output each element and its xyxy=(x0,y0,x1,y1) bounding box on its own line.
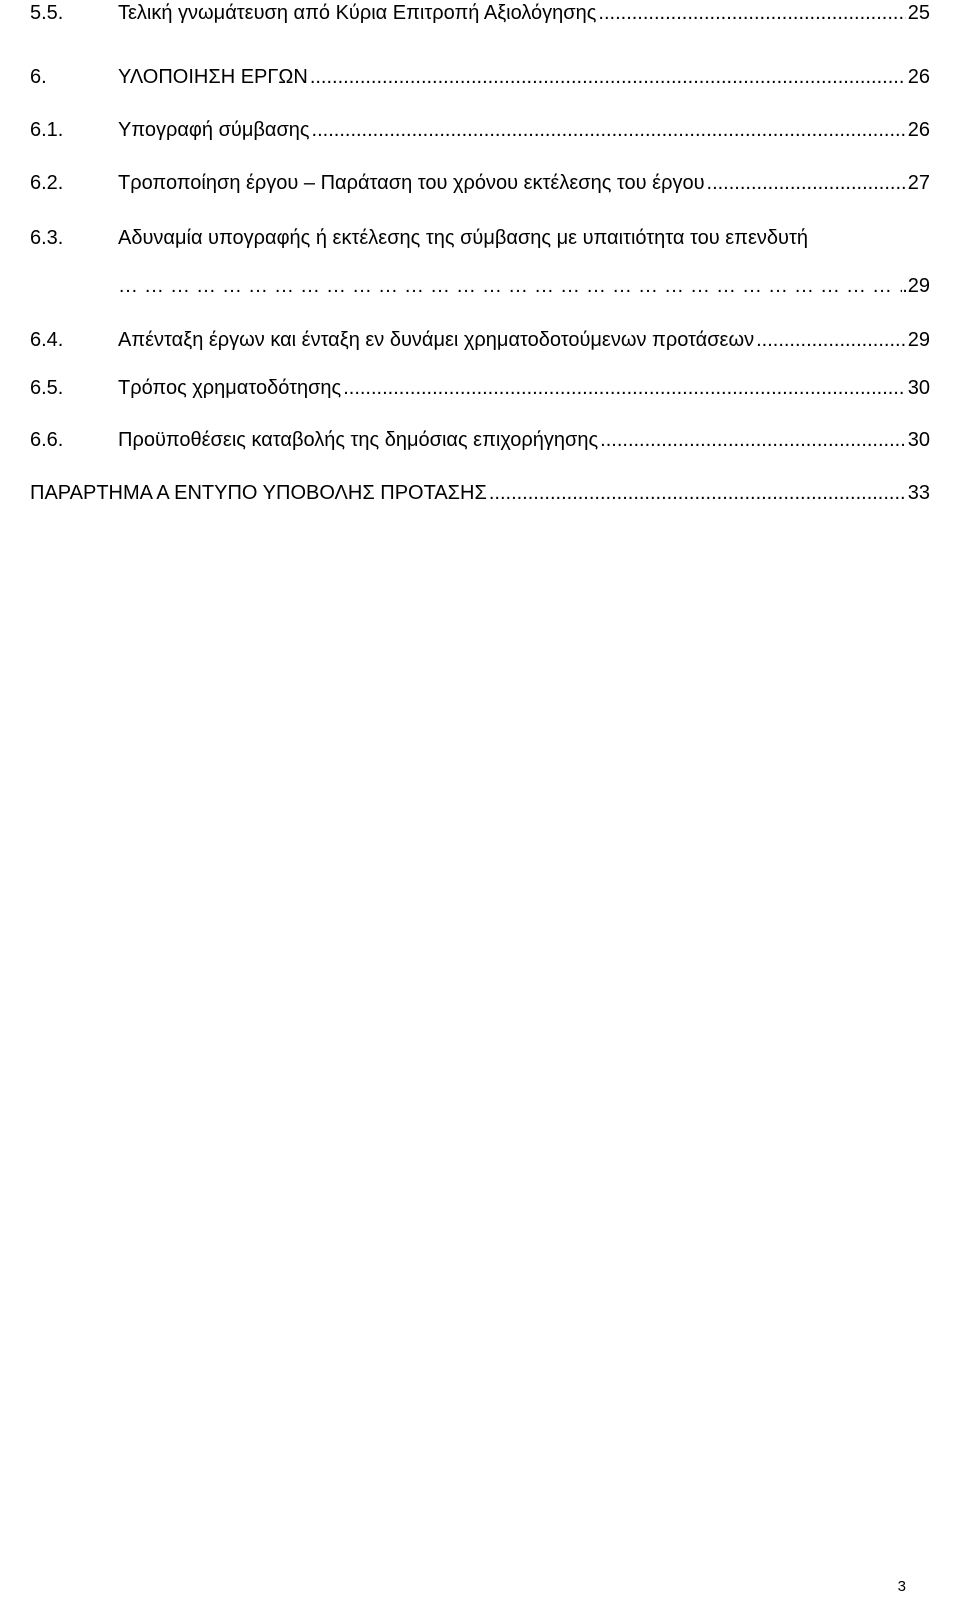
toc-entry-page: .29 xyxy=(902,275,930,297)
toc-entry-number: 6.5. xyxy=(30,377,64,399)
toc-entry-page: 26 xyxy=(907,66,930,88)
toc-entry-number: 6.6. xyxy=(30,429,64,451)
dot-leader xyxy=(343,375,906,401)
toc-entry-page: 29 xyxy=(907,329,930,351)
toc-entry-page: 30 xyxy=(907,429,930,451)
toc-entry-title: Τρόπος χρηματοδότησης xyxy=(118,377,342,399)
dot-leader xyxy=(707,170,906,196)
dot-leader xyxy=(489,480,906,506)
dot-leader xyxy=(312,117,906,143)
toc-entry-page: 26 xyxy=(907,119,930,141)
toc-entry-title: Τελική γνωμάτευση από Κύρια Επιτροπή Αξιολόγησης xyxy=(118,2,597,24)
toc-entry-number: 5.5. xyxy=(30,2,64,24)
toc-entry-6-5[interactable] xyxy=(30,375,930,401)
toc-entry-6-3[interactable] xyxy=(30,225,930,251)
toc-entry-number: 6.2. xyxy=(30,172,64,194)
toc-entry-title: Απένταξη έργων και ένταξη εν δυνάμει χρηματοδοτούμενων προτάσεων xyxy=(118,329,755,351)
toc-entry-6[interactable] xyxy=(30,64,930,90)
toc-entry-6-1[interactable] xyxy=(30,117,930,143)
toc-entry-appendix-a[interactable] xyxy=(30,480,930,506)
dot-leader xyxy=(756,327,906,353)
page-number: 3 xyxy=(897,1578,906,1595)
toc-entry-title: Αδυναμία υπογραφής ή εκτέλεσης της σύμβασης με υπαιτιότητα του επενδυτή xyxy=(118,227,808,249)
ellipsis-leader xyxy=(118,273,902,299)
toc-entry-title: Υπογραφή σύμβασης xyxy=(118,119,310,141)
dot-leader xyxy=(598,0,905,26)
toc-entry-title: Τροποποίηση έργου – Παράταση του χρόνου εκτέλεσης του έργου xyxy=(118,172,705,194)
toc-entry-title: Προϋποθέσεις καταβολής της δημόσιας επιχορήγησης xyxy=(118,429,599,451)
toc-entry-number: 6.1. xyxy=(30,119,64,141)
toc-entry-6-6[interactable] xyxy=(30,427,930,453)
toc-entry-page: 27 xyxy=(907,172,930,194)
toc-entry-title: ΠΑΡΑΡΤΗΜΑ Α ΕΝΤΥΠΟ ΥΠΟΒΟΛΗΣ ΠΡΟΤΑΣΗΣ xyxy=(30,482,487,504)
toc-entry-6-3-continuation[interactable] xyxy=(118,273,930,299)
toc-entry-number: 6. xyxy=(30,66,47,88)
toc-entry-number: 6.4. xyxy=(30,329,64,351)
toc-entry-5-5[interactable] xyxy=(30,0,930,26)
toc-entry-page: 30 xyxy=(907,377,930,399)
toc-entry-6-4[interactable] xyxy=(30,327,930,353)
toc-entry-title: ΥΛΟΠΟΙΗΣΗ ΕΡΓΩΝ xyxy=(118,66,308,88)
dot-leader xyxy=(310,64,906,90)
dot-leader xyxy=(600,427,906,453)
toc-entry-6-2[interactable] xyxy=(30,170,930,196)
toc-entry-page: 33 xyxy=(907,482,930,504)
toc-entry-page: 25 xyxy=(907,2,930,24)
toc-entry-number: 6.3. xyxy=(30,227,64,249)
